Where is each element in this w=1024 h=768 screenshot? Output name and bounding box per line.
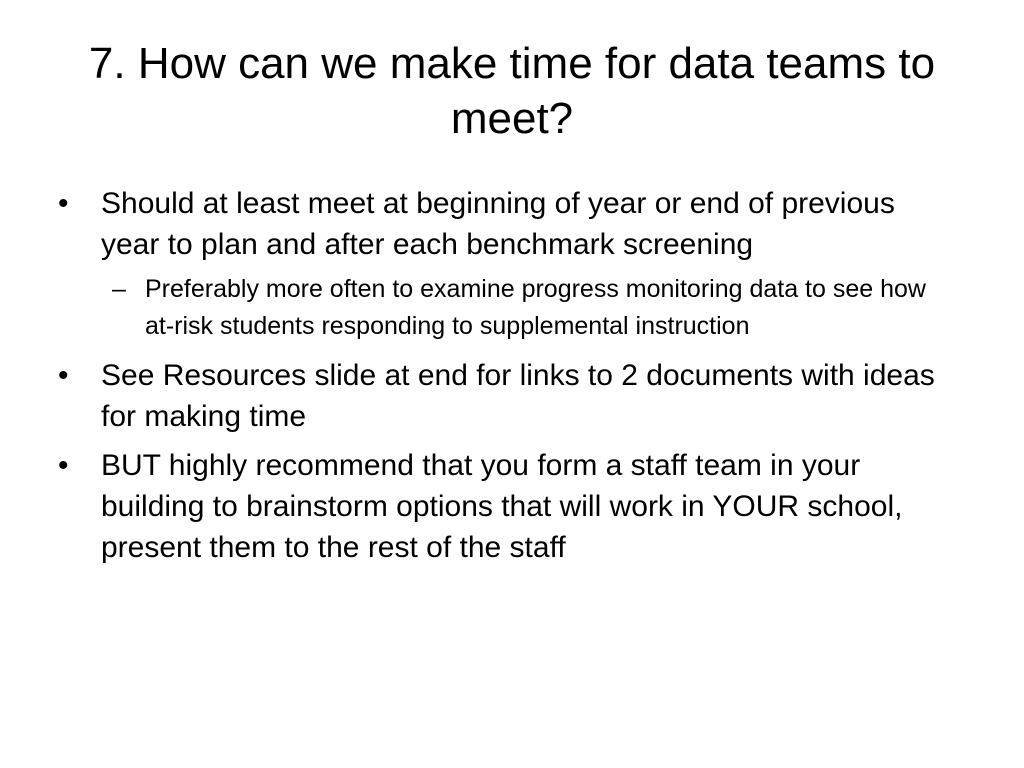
bullet-item-3	[56, 445, 936, 568]
bullet-item-1	[56, 183, 936, 265]
sub-bullet-item-1	[56, 271, 936, 345]
sub-bullet-marker: –	[112, 275, 126, 303]
bullet-text: Should at least meet at beginning of year or end of previous year to plan and after each benchmark screening	[101, 187, 895, 261]
bullet-text: See Resources slide at end for links to 2 documents with ideas for making time	[101, 359, 935, 433]
bullet-text: BUT highly recommend that you form a staff team in your building to brainstorm options that will work in YOUR school, present them to the rest of the staff	[101, 449, 903, 564]
slide-title: 7. How can we make time for data teams to meet?	[88, 39, 936, 143]
bullet-marker: •	[58, 449, 69, 482]
bullet-marker: •	[58, 187, 69, 220]
slide-content	[56, 183, 936, 574]
bullet-marker: •	[58, 359, 69, 392]
bullet-item-2	[56, 355, 936, 437]
sub-bullet-text: Preferably more often to examine progress monitoring data to see how at-risk students responding to supplemental instruction	[145, 275, 926, 340]
